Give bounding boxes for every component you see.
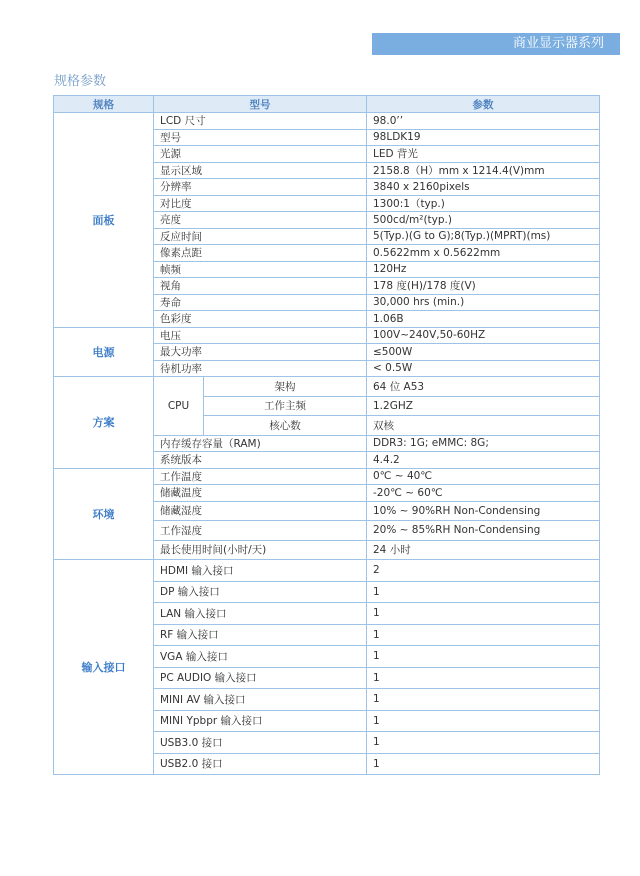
spec-name: 色彩度 <box>154 311 367 328</box>
spec-value: 2 <box>367 560 600 582</box>
spec-table <box>53 95 600 775</box>
spec-name: MINI Ypbpr 输入接口 <box>154 710 367 732</box>
spec-name: 工作主频 <box>204 396 367 416</box>
column-header-spec: 规格 <box>54 96 154 113</box>
spec-value: 0℃ ~ 40℃ <box>367 468 600 485</box>
spec-name: 最长使用时间(小时/天) <box>154 540 367 560</box>
spec-value: < 0.5W <box>367 360 600 377</box>
spec-value: 1 <box>367 753 600 775</box>
spec-name: 反应时间 <box>154 228 367 245</box>
spec-name: RF 输入接口 <box>154 624 367 646</box>
category-solution: 方案 <box>54 377 154 469</box>
spec-value: 1 <box>367 732 600 754</box>
spec-value: 4.4.2 <box>367 452 600 469</box>
spec-value: 24 小时 <box>367 540 600 560</box>
category-environment: 环境 <box>54 468 154 560</box>
spec-value: 10% ~ 90%RH Non-Condensing <box>367 501 600 521</box>
spec-name: 系统版本 <box>154 452 367 469</box>
spec-name: 工作温度 <box>154 468 367 485</box>
spec-value: 98.0’’ <box>367 113 600 130</box>
spec-name: 架构 <box>204 377 367 397</box>
spec-value: 100V~240V,50-60HZ <box>367 327 600 344</box>
spec-name: MINI AV 输入接口 <box>154 689 367 711</box>
spec-value: 2158.8（H）mm x 1214.4(V)mm <box>367 162 600 179</box>
column-header-params: 参数 <box>367 96 600 113</box>
spec-name: LCD 尺寸 <box>154 113 367 130</box>
spec-name: 储藏温度 <box>154 485 367 502</box>
spec-name: LAN 输入接口 <box>154 603 367 625</box>
spec-value: 3840 x 2160pixels <box>367 179 600 196</box>
table-row <box>54 377 600 397</box>
spec-name: 电压 <box>154 327 367 344</box>
spec-value: 0.5622mm x 0.5622mm <box>367 245 600 262</box>
cpu-label: CPU <box>154 377 204 436</box>
spec-value: 500cd/m²(typ.) <box>367 212 600 229</box>
spec-value: 1 <box>367 689 600 711</box>
spec-name: 视角 <box>154 278 367 295</box>
spec-name: 寿命 <box>154 294 367 311</box>
spec-value: LED 背光 <box>367 146 600 163</box>
spec-name: 待机功率 <box>154 360 367 377</box>
spec-value: 1300:1（typ.) <box>367 195 600 212</box>
spec-value: 1 <box>367 710 600 732</box>
spec-value: 1.2GHZ <box>367 396 600 416</box>
series-title: 商业显示器系列 <box>512 36 604 51</box>
table-row <box>54 468 600 485</box>
spec-value: 64 位 A53 <box>367 377 600 397</box>
section-title: 规格参数 <box>54 74 107 89</box>
series-header-bar <box>372 33 620 55</box>
spec-value: 120Hz <box>367 261 600 278</box>
table-row <box>54 560 600 582</box>
spec-value: 5(Typ.)(G to G);8(Typ.)(MPRT)(ms) <box>367 228 600 245</box>
spec-value: 20% ~ 85%RH Non-Condensing <box>367 521 600 541</box>
spec-name: 光源 <box>154 146 367 163</box>
spec-value: -20℃ ~ 60℃ <box>367 485 600 502</box>
spec-value: DDR3: 1G; eMMC: 8G; <box>367 435 600 452</box>
spec-name: 帧频 <box>154 261 367 278</box>
category-io: 输入接口 <box>54 560 154 775</box>
spec-name: 亮度 <box>154 212 367 229</box>
spec-name: 型号 <box>154 129 367 146</box>
column-header-model: 型号 <box>154 96 367 113</box>
spec-name: 对比度 <box>154 195 367 212</box>
spec-name: PC AUDIO 输入接口 <box>154 667 367 689</box>
table-header-row <box>54 96 600 113</box>
spec-value: 1 <box>367 646 600 668</box>
spec-name: 内存缓存容量（RAM) <box>154 435 367 452</box>
spec-name: HDMI 输入接口 <box>154 560 367 582</box>
spec-value: 178 度(H)/178 度(V) <box>367 278 600 295</box>
spec-value: 1 <box>367 581 600 603</box>
table-row <box>54 113 600 130</box>
spec-value: 1 <box>367 624 600 646</box>
spec-value: ≤500W <box>367 344 600 361</box>
spec-name: 工作湿度 <box>154 521 367 541</box>
spec-name: USB2.0 接口 <box>154 753 367 775</box>
spec-name: 像素点距 <box>154 245 367 262</box>
category-power: 电源 <box>54 327 154 377</box>
spec-value: 双核 <box>367 416 600 436</box>
spec-name: USB3.0 接口 <box>154 732 367 754</box>
spec-name: 最大功率 <box>154 344 367 361</box>
spec-value: 1 <box>367 667 600 689</box>
spec-name: VGA 输入接口 <box>154 646 367 668</box>
spec-name: 核心数 <box>204 416 367 436</box>
spec-name: 分辨率 <box>154 179 367 196</box>
spec-name: 储藏湿度 <box>154 501 367 521</box>
table-row <box>54 327 600 344</box>
spec-value: 1.06B <box>367 311 600 328</box>
spec-value: 1 <box>367 603 600 625</box>
category-panel: 面板 <box>54 113 154 328</box>
spec-name: 显示区域 <box>154 162 367 179</box>
spec-name: DP 输入接口 <box>154 581 367 603</box>
spec-value: 30,000 hrs (min.) <box>367 294 600 311</box>
spec-value: 98LDK19 <box>367 129 600 146</box>
